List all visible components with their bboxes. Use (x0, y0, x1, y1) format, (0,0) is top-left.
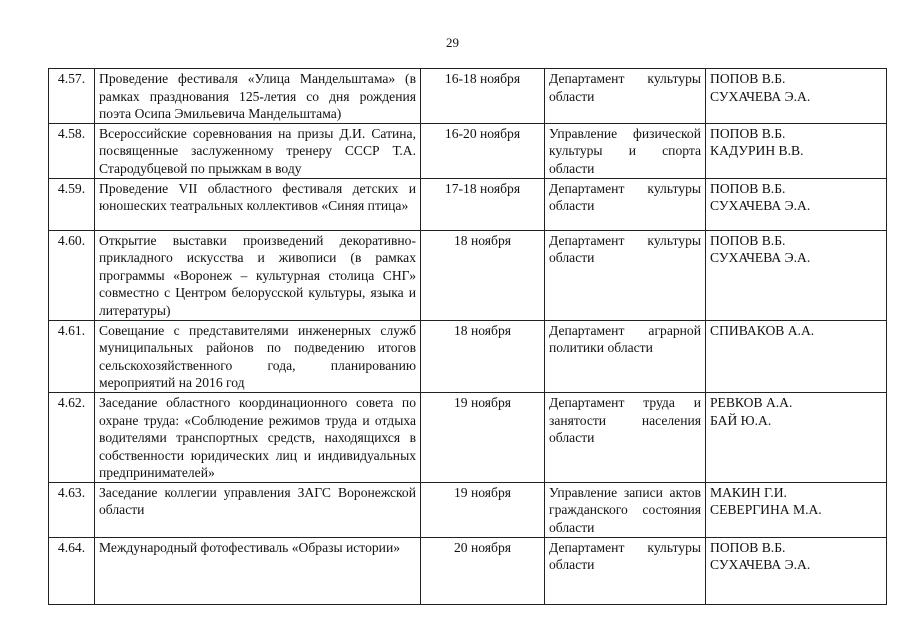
events-table (48, 68, 887, 605)
event-date: 16-18 ноября (421, 69, 545, 124)
events-table-body (49, 69, 887, 605)
event-description: Международный фотофестиваль «Образы истории» (95, 537, 421, 604)
event-date: 18 ноября (421, 320, 545, 392)
responsible-persons: МАКИН Г.И. СЕВЕРГИНА М.А. (706, 482, 887, 537)
event-description: Всероссийские соревнования на призы Д.И. Сатина, посвященные заслуженному тренеру СССР Т.А. Стародубцевой по прыжкам в воду (95, 123, 421, 178)
event-description: Проведение VII областного фестиваля детских и юношеских театральных коллективов «Синяя птица» (95, 178, 421, 230)
table-row (49, 123, 887, 178)
table-row (49, 537, 887, 604)
event-date: 19 ноября (421, 392, 545, 482)
table-row (49, 230, 887, 320)
responsible-department: Департамент культуры области (545, 230, 706, 320)
event-date: 17-18 ноября (421, 178, 545, 230)
responsible-department: Управление физической культуры и спорта области (545, 123, 706, 178)
event-description: Совещание с представителями инженерных служб муниципальных районов по подведению итогов сельскохозяйственного года, планированию мероприятий на 2016 год (95, 320, 421, 392)
event-date: 19 ноября (421, 482, 545, 537)
responsible-persons: ПОПОВ В.Б. СУХАЧЕВА Э.А. (706, 230, 887, 320)
event-description: Заседание областного координационного совета по охране труда: «Соблюдение режимов труда и отдыха водителями транспортных средств, находящихся в собственности юридических лиц и индивидуальных предпринимателей» (95, 392, 421, 482)
responsible-persons: ПОПОВ В.Б. СУХАЧЕВА Э.А. (706, 178, 887, 230)
event-description: Открытие выставки произведений декоративно-прикладного искусства и живописи (в рамках программы «Воронеж – культурная столица СНГ» совместно с Центром белорусской культуры, языка и литературы) (95, 230, 421, 320)
responsible-department: Департамент культуры области (545, 178, 706, 230)
row-number: 4.60. (49, 230, 95, 320)
row-number: 4.57. (49, 69, 95, 124)
event-description: Заседание коллегии управления ЗАГС Воронежской области (95, 482, 421, 537)
row-number: 4.64. (49, 537, 95, 604)
row-number: 4.61. (49, 320, 95, 392)
responsible-department: Управление записи актов гражданского состояния области (545, 482, 706, 537)
table-row (49, 482, 887, 537)
responsible-department: Департамент труда и занятости населения области (545, 392, 706, 482)
responsible-persons: СПИВАКОВ А.А. (706, 320, 887, 392)
event-date: 16-20 ноября (421, 123, 545, 178)
responsible-department: Департамент культуры области (545, 537, 706, 604)
responsible-department: Департамент аграрной политики области (545, 320, 706, 392)
responsible-persons: ПОПОВ В.Б. СУХАЧЕВА Э.А. (706, 69, 887, 124)
responsible-persons: ПОПОВ В.Б. КАДУРИН В.В. (706, 123, 887, 178)
table-row (49, 69, 887, 124)
page-number: 29 (446, 35, 459, 50)
responsible-department: Департамент культуры области (545, 69, 706, 124)
responsible-persons: РЕВКОВ А.А. БАЙ Ю.А. (706, 392, 887, 482)
event-date: 18 ноября (421, 230, 545, 320)
event-date: 20 ноября (421, 537, 545, 604)
table-row (49, 392, 887, 482)
table-row (49, 320, 887, 392)
row-number: 4.62. (49, 392, 95, 482)
responsible-persons: ПОПОВ В.Б. СУХАЧЕВА Э.А. (706, 537, 887, 604)
event-description: Проведение фестиваля «Улица Мандельштама» (в рамках празднования 125-летия со дня рождения поэта Осипа Эмильевича Мандельштама) (95, 69, 421, 124)
row-number: 4.59. (49, 178, 95, 230)
table-row (49, 178, 887, 230)
row-number: 4.58. (49, 123, 95, 178)
row-number: 4.63. (49, 482, 95, 537)
